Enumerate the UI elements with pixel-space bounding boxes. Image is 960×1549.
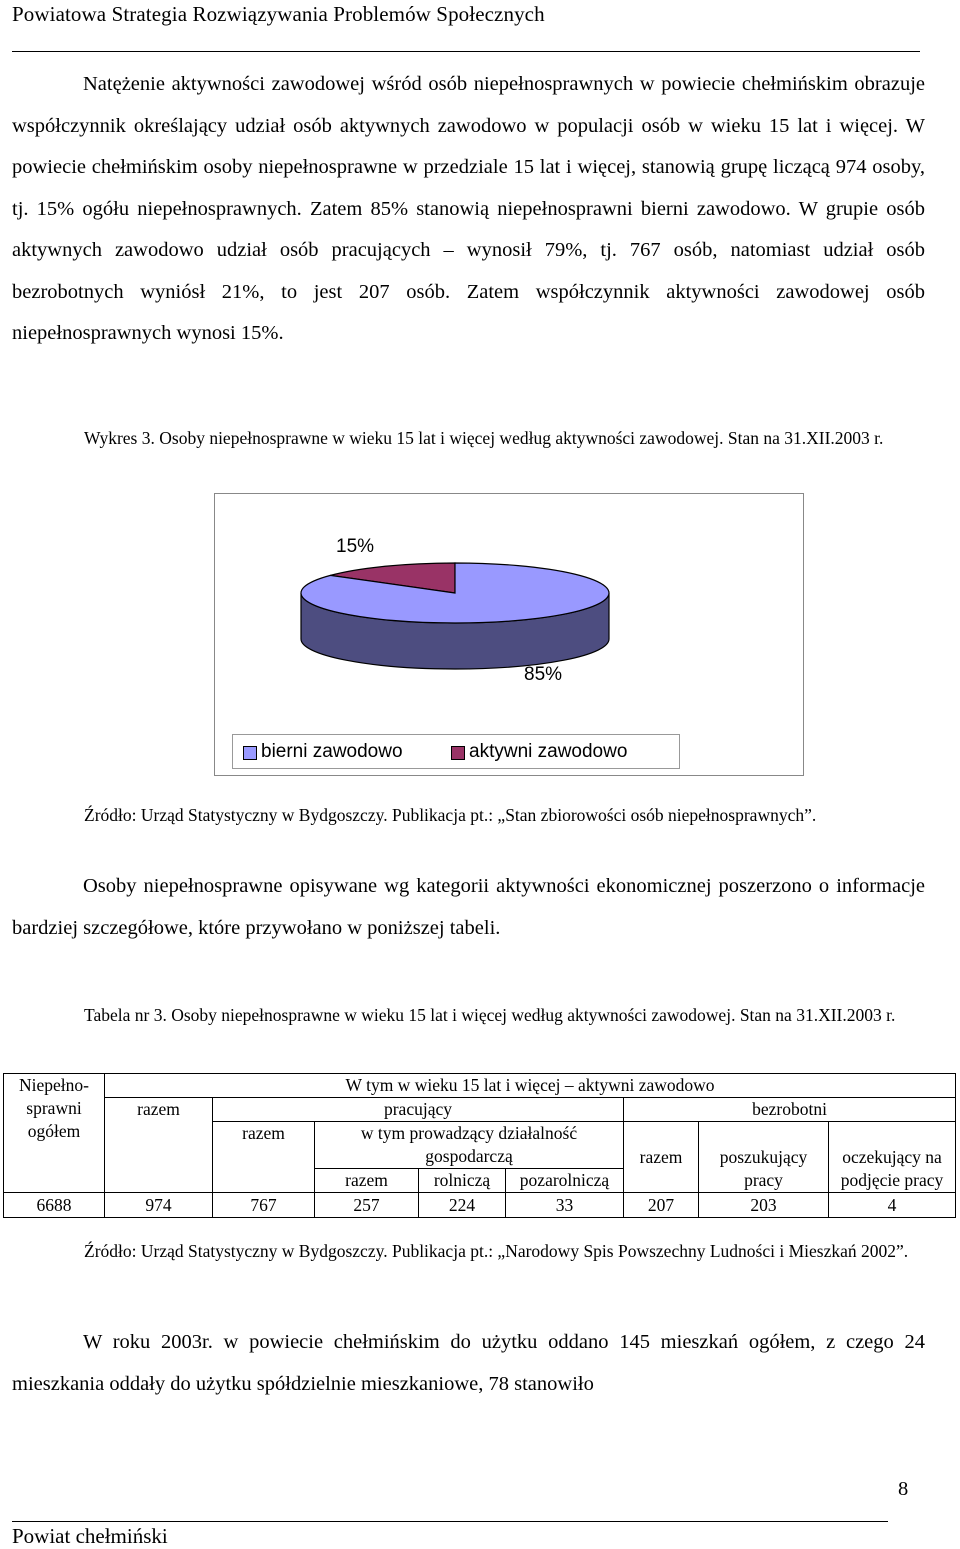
table-source: Źródło: Urząd Statystyczny w Bydgoszczy. Publikacja pt.: „Narodowy Spis Powszechny Ludności i Mieszkań 2002”. [84,1241,909,1261]
chart-source [12,804,925,827]
paragraph-housing-text: W roku 2003r. w powiecie chełmińskim do użytku oddano 145 mieszkań ogółem, z czego 24 mieszkania oddały do użytku spółdzielnie mieszkaniowe, 78 stanowiło [12,1331,925,1395]
page-number: 8 [898,1478,909,1500]
page-header-title: Powiatowa Strategia Rozwiązywania Problemów Społecznych [12,2,545,26]
pie-chart [214,493,804,776]
data-label-aktywni: 15% [336,536,375,557]
footer-rule [12,1521,888,1522]
value-ogolem: 6688 [4,1193,105,1218]
value-rolnicza: 224 [419,1193,506,1218]
paragraph-activity-intro-text: Natężenie aktywności zawodowej wśród osób niepełnosprawnych w powiecie chełmińskim obrazuje współczynnik określający udział osób aktywnych zawodowo w populacji osób w wieku 15 lat i więcej. W powiecie chełmińskim osoby niepełnosprawne w przedziale 15 lat i więcej, stanowią grupę liczącą 974 osoby, tj. 15% ogółu niepełnosprawnych. Zatem 85% stanowią niepełnosprawni bierni zawodowo. W grupie osób aktywnych zawodowo udział osób pracujących – wynosił 79%, tj. 767 osób, natomiast udział osób bezrobotnych wyniósł 21%, to jest 207 osób. Zatem współczynnik aktywności zawodowej osób niepełnosprawnych wynosi 15%. [12,73,925,344]
value-pracujacy-razem: 767 [213,1193,315,1218]
value-razem: 974 [105,1193,213,1218]
header-dzialalnosc: w tym prowadzący działalność gospodarczą [315,1122,624,1169]
value-poszukujacy: 203 [699,1193,829,1218]
legend-swatch-aktywni [451,746,465,760]
header-niepelnosprawni-ogolem: Niepełno-sprawni ogółem [4,1074,105,1193]
chart-source-text: Źródło: Urząd Statystyczny w Bydgoszczy. Publikacja pt.: „Stan zbiorowości osób niepełnosprawnych”. [84,805,817,825]
value-pozarolnicza: 33 [506,1193,624,1218]
header-pozarolnicza: pozarolniczą [506,1169,624,1193]
value-oczekujacy: 4 [829,1193,956,1218]
legend-label-aktywni: aktywni zawodowo [469,741,628,762]
chart-legend [232,734,680,769]
header-bezrobotni-razem: razem [624,1122,699,1193]
header-poszukujacy: poszukujący pracy [699,1122,829,1193]
header-bezrobotni: bezrobotni [624,1098,956,1122]
data-label-bierni: 85% [524,664,563,685]
paragraph-activity-intro [12,64,925,355]
header-aktywni-zawodowo: W tym w wieku 15 lat i więcej – aktywni zawodowo [105,1074,956,1098]
table-caption: Tabela nr 3. Osoby niepełnosprawne w wieku 15 lat i więcej według aktywności zawodowej. Stan na 31.XII.2003 r. [84,1005,896,1025]
pie-chart-svg [215,494,803,734]
page-footer: Powiat chełmiński [12,1524,168,1548]
header-dzialalnosc-razem: razem [315,1169,419,1193]
activity-table [3,1073,956,1218]
table-row [4,1193,956,1218]
header-rolnicza: rolniczą [419,1169,506,1193]
value-bezrobotni-razem: 207 [624,1193,699,1218]
header-razem: razem [105,1098,213,1193]
header-oczekujacy: oczekujący na podjęcie pracy [829,1122,956,1193]
legend-swatch-bierni [243,746,257,760]
paragraph-housing [12,1322,925,1405]
paragraph-table-intro-text: Osoby niepełnosprawne opisywane wg kategorii aktywności ekonomicznej poszerzono o informacje bardziej szczegółowe, które przywołano w poniższej tabeli. [12,875,925,939]
value-dzialalnosc-razem: 257 [315,1193,419,1218]
paragraph-table-intro [12,866,925,949]
legend-label-bierni: bierni zawodowo [261,741,403,762]
header-rule [12,51,920,52]
header-pracujacy: pracujący [213,1098,624,1122]
header-pracujacy-razem: razem [213,1122,315,1193]
chart-caption: Wykres 3. Osoby niepełnosprawne w wieku 15 lat i więcej według aktywności zawodowej. Stan na 31.XII.2003 r. [84,428,884,448]
